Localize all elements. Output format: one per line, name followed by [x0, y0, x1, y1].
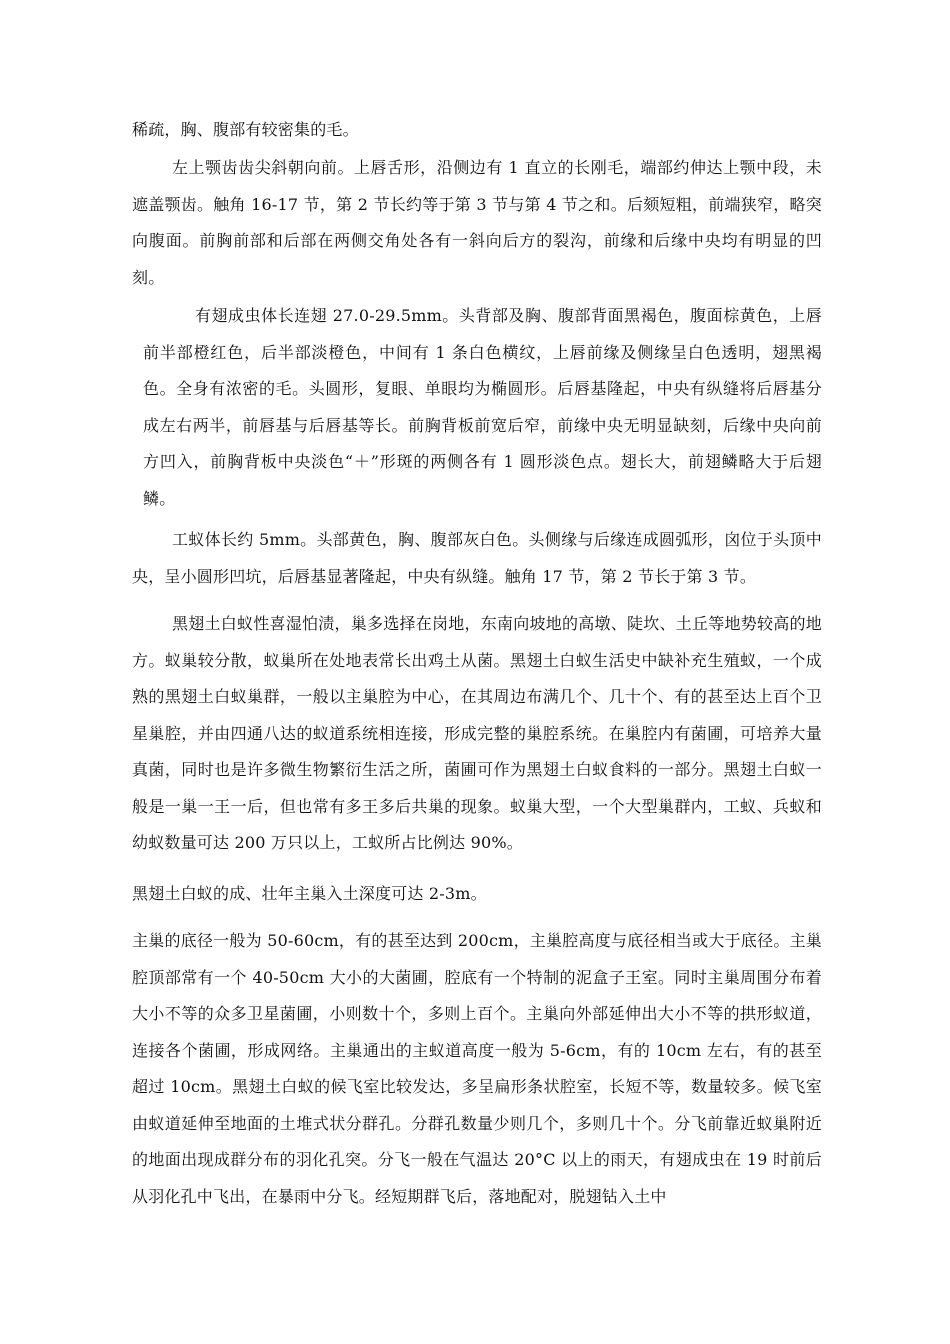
paragraph-worker: 工蚁体长约 5mm。头部黄色，胸、腹部灰白色。头侧缘与后缘连成圆弧形，囟位于头顶中央，呈小圆形凹坑，后唇基显著隆起，中央有纵缝。触角 17 节，第 2 节长于第 3 节。 [132, 530, 822, 586]
paragraph-habitat: 黑翅土白蚁性喜湿怕渍，巢多选择在岗地，东南向坡地的高墩、陡坎、土丘等地势较高的地方。蚁巢较分散，蚁巢所在处地表常长出鸡土从菌。黑翅土白蚁生活史中缺补充生殖蚁，一个成熟的黑翅土白蚁巢群，一般以主巢腔为中心，在其周边布满几个、几十个、有的甚至达上百个卫星巢腔，并由四通八达的蚁道系统相连接，形成完整的巢腔系统。在巢腔内有菌圃，可培养大量真菌，同时也是许多微生物繁衍生活之所，菌圃可作为黑翅土白蚁食料的一部分。黑翅土白蚁一般是一巢一王一后，但也常有多王多后共巢的现象。蚁巢大型，一个大型巢群内，工蚁、兵蚁和幼蚁数量可达 200 万只以上，工蚁所占比例达 90%。 [132, 614, 822, 852]
paragraph-winged-adult: 有翅成虫体长连翅 27.0-29.5mm。头背部及胸、腹部背面黑褐色，腹面棕黄色，上唇前半部橙红色，后半部淡橙色，中间有 1 条白色横纹，上唇前缘及侧缘呈白色透明，翅黑褐色。全身有浓密的毛。头圆形，复眼、单眼均为椭圆形。后唇基隆起，中央有纵缝将后唇基分成左右两半，前唇基与后唇基等长。前胸背板前宽后窄，前缘中央无明显缺刻，后缘中央向前方凹入，前胸背板中央淡色“＋”形斑的两侧各有 1 圆形淡色点。翅长大，前翅鳞略大于后翅鳞。 [143, 306, 822, 508]
paragraph-body-hair: 稀疏，胸、腹部有较密集的毛。 [132, 120, 359, 139]
paragraph-nest-depth: 黑翅土白蚁的成、壮年主巢入土深度可达 2-3m。 [132, 884, 487, 903]
paragraph-head-mouthparts: 左上颚齿齿尖斜朝向前。上唇舌形，沿侧边有 1 直立的长刚毛，端部约伸达上颚中段，未遮盖颚齿。触角 16-17 节，第 2 节长约等于第 3 节与第 4 节之和。后颏短粗，前端狭窄，略突向腹面。前胸前部和后部在两侧交角处各有一斜向后方的裂沟，前缘和后缘中央均有明显的凹刻。 [132, 158, 822, 287]
paragraph-main-nest: 主巢的底径一般为 50-60cm，有的甚至达到 200cm，主巢腔高度与底径相当或大于底径。主巢腔顶部常有一个 40-50cm 大小的大菌圃，腔底有一个特制的泥盒子王室。同时主巢周围分布着大小不等的众多卫星菌圃，小则数十个，多则上百个。主巢向外部延伸出大小不等的拱形蚁道，连接各个菌圃，形成网络。主巢通出的主蚁道高度一般为 5-6cm，有的 10cm 左右，有的甚至超过 10cm。黑翅土白蚁的候飞室比较发达，多呈扁形条状腔室，长短不等，数量较多。候飞室由蚁道延伸至地面的土堆式状分群孔。分群孔数量少则几个，多则几十个。分飞前靠近蚁巢附近的地面出现成群分布的羽化孔突。分飞一般在气温达 20°C 以上的雨天，有翅成虫在 19 时前后从羽化孔中飞出，在暴雨中分飞。经短期群飞后，落地配对，脱翅钻入土中 [132, 931, 822, 1206]
